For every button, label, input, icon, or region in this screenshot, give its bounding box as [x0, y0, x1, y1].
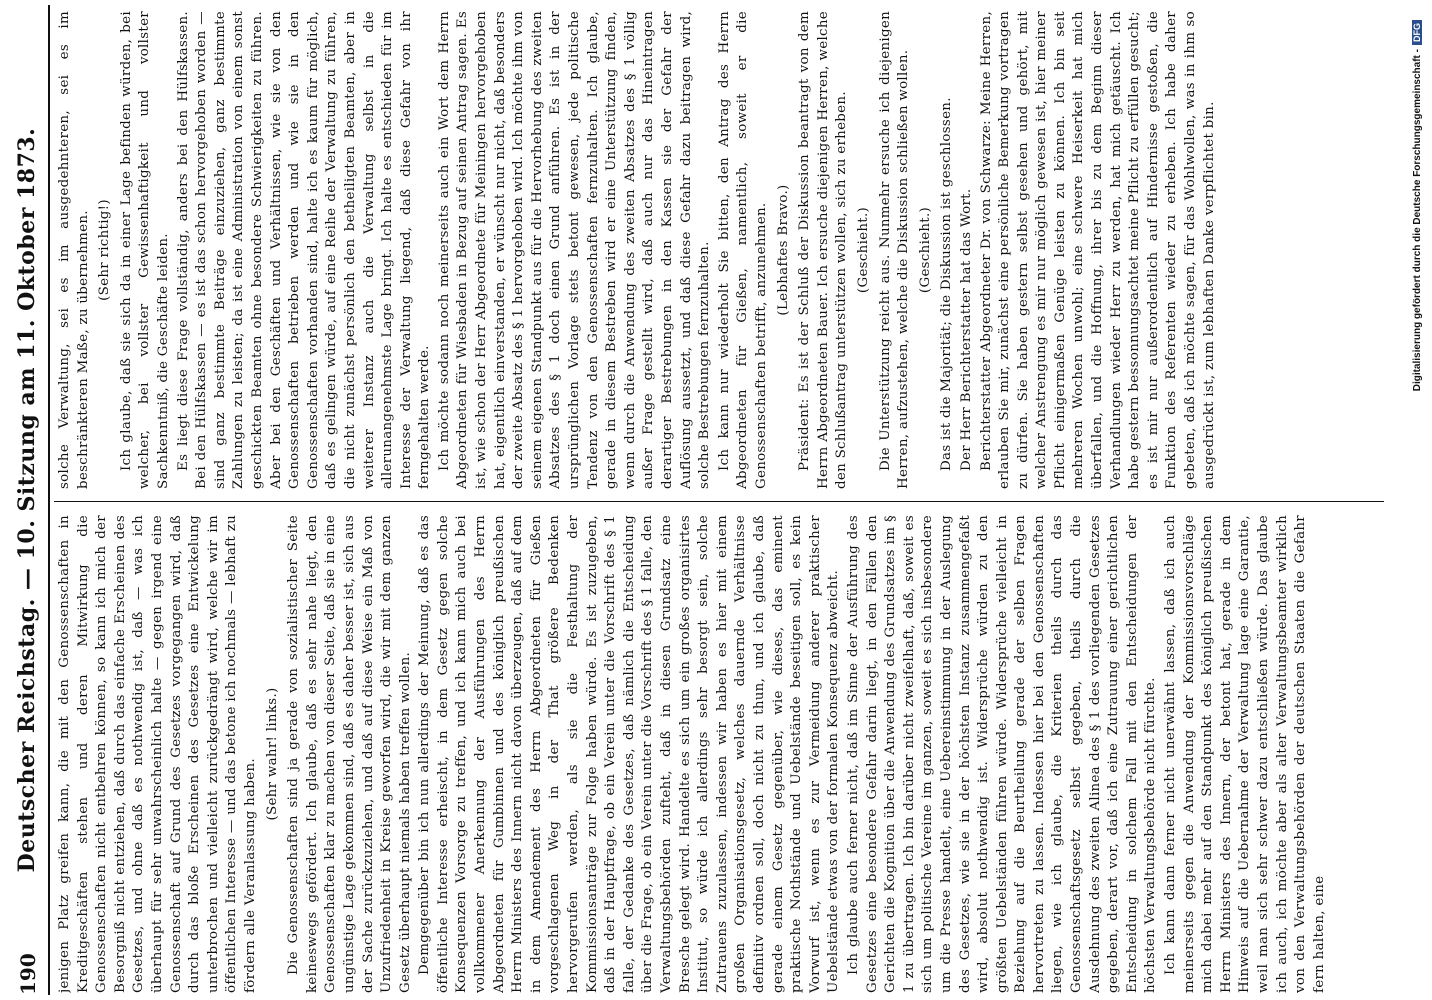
paragraph: Ich kann dann ferner nicht unerwähnt lassen, daß ich auch meinerseits gegen die Anwendung der Kommissionsvorschläge mich dabei mehr auf den Standpunkt des königlich preußischen Herrn Ministers des Innern, der betont hat, gerade in dem Hinweis auf die Uebernahme der Verwaltung lage eine Garantie, weil man sich sehr schwer dazu entschließen würde. Das glaube ich auch, ich möchte aber als alter Verwaltungsbeamter wirklich von den Verwaltungsbehörden der deutschen Staaten die Gefahr fern halten, eine	[1163, 515, 1327, 993]
column-separator	[54, 501, 1384, 502]
paragraph: jenigen Platz greifen kann, die mit den Genossenschaften in Kreditgeschäften stehen und deren Mitwirkung die Genossenschaften nicht entbehren können, so kann ich mich der Besorgniß nicht entziehen, daß durch das einfache Erscheinen des Gesetzes, und ohne daß es nothwendig ist, daß — was ich überhaupt für sehr unwahrscheinlich halte — gegen irgend eine Genossenschaft auf Grund des Gesetzes vorgegangen wird, daß durch das bloße Erscheinen des Gesetzes eine Entwickelung unterbrochen und vielleicht zurückgedrängt wird, welche wir im öffentlichen Interesse — und das betone ich nochmals — lebhaft zu fördern alle Veranlassung haben.	[57, 515, 258, 993]
page-header	[8, 5, 48, 995]
rotated-page-content	[8, 5, 1388, 995]
paragraph: Die Genossenschaften sind ja gerade von sozialistischer Seite keineswegs gefördert. Ich glaube, daß es sehr nahe liegt, den Genossenschaften klar zu machen von dieser Seite, daß sie in eine ungünstige Lage gekommen sind, daß es daher besser ist, sich aus der Sache zurückzuziehen, und daß auf diese Weise ein Maß von Unzufriedenheit in Kreise geworfen wird, die wir mit dem ganzen Gesetz überhaupt niemals haben treffen wollen.	[286, 515, 413, 993]
page-number: 190	[16, 953, 40, 995]
credit-text: Digitalisierung gefördert durch die Deutsche Forschungsgemeinschaft -	[1411, 49, 1423, 392]
paragraph: Ich möchte sodann noch meinerseits auch ein Wort dem Herrn Abgeordneten für Wiesbaden in Bezug auf seinen Antrag sagen. Es ist, wie schon der Herr Abgeordnete für Meiningen hervorgehoben hat, eigentlich einverstanden, er wünscht nur nicht, daß besonders der zweite Absatz des § 1 hervorgehoben wird. Ich möchte ihm von seinem eigenen Standpunkt aus für die Hervorhebung des zweiten Absatzes des § 1 doch einen Grund anführen. Es ist in der ursprünglichen Vorlage stets betont gewesen, jede politische Tendenz von den Genossenschaften fernzuhalten. Ich glaube, gerade in diesem Bestreben wird er eine Unterstützung finden, wenn durch die Anwendung des zweiten Absatzes des § 1 völlig außer Frage gestellt wird, daß auch nur das Hineintragen derartiger Bestrebungen in den Kassen sie der Gefahr der Auflösung aussetzt, und daß diese Gefahr dazu beitragen wird, solche Bestrebungen fernzuhalten.	[436, 11, 713, 489]
running-title: Deutscher Reichstag. — 10. Sitzung am 11. Oktober 1873.	[14, 127, 40, 873]
interjection: (Lebhaftes Bravo.)	[775, 184, 791, 316]
interjection: (Geschieht.)	[855, 206, 871, 294]
header-rule	[48, 5, 50, 995]
interjection: (Geschieht.)	[917, 206, 933, 294]
right-column	[56, 11, 1381, 489]
paragraph: Demgegenüber bin ich nun allerdings der Meinung, daß es das öffentliche Interesse erheischt, in dem Gesetz gegen solche Konsequenzen Vorsorge zu treffen, und ich kann mich auch bei vollkommener Anerkennung der Ausführungen des Herrn Abgeordneten für Gumbinnen und des königlich preußischen Herrn Ministers des Innern nicht davon überzeugen, daß auf dem in dem Amendement des Herrn Abgeordneten für Gießen vorgeschlagenen Weg in der That größere Bedenken hervorgerufen werden, als sie die Festhaltung der Kommissionsanträge zur Folge haben würde. Es ist zuzugeben, daß in der Hauptfrage, ob ein Verein unter die Vorschrift des § 1 falle, der Gedanke des Gesetzes, daß nämlich die Entscheidung über die Frage, ob ein Verein unter die Vorschrift des § 1 falle, den Verwaltungsbehörden zufteht, daß in diesen Grundsatz eine Bresche gelegt wird. Handelte es sich um ein großes organisirtes Institut, so würde ich allerdings sehr besorgt sein, solche Zutrauens zuzulassen, indessen wir haben es hier mit einem großen Organisationsgesetz, welches dauernde Verhältnisse definitiv ordnen soll, doch nicht zu thun, und ich glaube, daß gerade einem Gesetz gegenüber, wie dieses, das eminent praktische Nothstände und Uebelstände beseitigen soll, es kein Vorwurf ist, wenn es zur Vermeidung anderer praktischer Uebelstände etwas von der formalen Konsequenz abweicht.	[417, 515, 842, 993]
rapporteur-speech: Berichterstatter Abgeordneter Dr. von Schwarze: Meine Herren, erlauben Sie mir, zunächst eine persönliche Bemerkung vortragen zu dürfen. Sie haben gestern selbst gesehen und gehört, mit welcher Anstrengung es mir nur möglich gewesen ist, hier meiner Pflicht einigermaßen Genüge leisten zu können. Ich bin seit mehreren Wochen unwohl; eine schwere Heiserkeit hat mich überfallen, und die Hoffnung, ihrer bis zu dem Beginn dieser Verhandlungen wieder Herr zu werden, hat mich getäuscht. Ich habe gestern bessonnungsachtet meine Pflicht zu erfüllen gesucht; es ist mir nur außerordentlich auf Hindernisse gestoßen, die Funktion des Referenten wieder zu erheben. Ich habe daher gebeten, daß ich möchte sagen, für das Wohlwollen, was in ihm so ausgedrückt ist, zum lebhaften Danke verpflichtet bin.	[978, 11, 1217, 489]
paragraph: Das ist die Majorität; die Diskussion ist geschlossen.	[939, 97, 955, 471]
left-column	[56, 515, 1381, 993]
interjection: (Sehr wahr! links.)	[264, 687, 280, 821]
paragraph: Es liegt diese Frage vollständig, anders bei den Hülfskassen. Bei den Hülfskassen — es ist das schon hervorgehoben worden — sind ganz bestimmte Beiträge einzuziehen, ganz bestimmte Zahlungen zu leisten; da ist eine Administration von einem sonst geschickten Beamten ohne besondere Schwierigkeiten zu führen. Aber bei den Geschäften und Verhältnissen, wie sie von den Genossenschaften betrieben werden und wie sie in den Genossenschaften vorhanden sind, halte ich es kaum für möglich, daß es gelingen würde, auf eine Reihe der Verwaltung zu führen, die nicht zunächst persönlich den betheiligten Beamten, aber in weiterer Instanz auch die Verwaltung selbst in die allerunangenehmste Lage bringt. Ich halte es entschieden für im Interesse der Verwaltung liegend, daß diese Gefahr von ihr ferngehalten werde.	[175, 11, 433, 489]
interjection: (Sehr richtig!)	[97, 199, 113, 301]
paragraph: solche Verwaltung, sei es im ausgedehnteren, sei es im beschränkteren Maße, zu übernehmen.	[57, 11, 91, 489]
dfg-logo: DFG	[1412, 20, 1422, 45]
president-speech: Präsident: Es ist der Schluß der Diskussion beantragt von dem Herrn Abgeordneten Bauer. Ich ersuche diejenigen Herren, welche den Schlußantrag unterstützen wollen, sich zu erheben.	[797, 11, 850, 489]
paragraph: Der Herr Berichterstatter hat das Wort.	[958, 188, 974, 471]
paragraph: Ich kann nur wiederholt Sie bitten, den Antrag des Herrn Abgeordneten für Gießen, namentlich, soweit er die Genossenschaften betrifft, anzunehmen.	[716, 11, 769, 489]
paragraph: Die Unterstützung reicht aus. Nunmehr ersuche ich diejenigen Herren, aufzustehen, welche die Diskussion schließen wollen.	[877, 11, 912, 489]
digitization-credit	[1408, 20, 1426, 980]
paragraph: Ich glaube auch ferner nicht, daß im Sinne der Ausführung des Gesetzes eine besondere Gefahr darin liegt, in den Fällen den Gerichten die Kognition über die Anwendung des Grundsatzes im § 1 zu übertragen. Ich bin darüber nicht zweifelhaft, daß, soweit es sich um politische Vereine im ganzen, soweit es sich insbesondere um die Presse handelt, eine Uebereinstimmung in der Auslegung des Gesetzes, wie sie in der höchsten Instanz zusammengefaßt wird, absolut nothwendig ist. Widersprüche würden zu den größten Uebelständen führen würde. Widersprüche vielleicht in Beziehung auf die Beurtheilung gerade der selben Fragen hervortreten zu lassen. Indessen hier bei den Genossenschaften liegen, wie ich glaube, die Kriterien theils durch das Genossenschaftsgesetz selbst gegeben, theils durch die Ausdehnung des zweiten Alinea des § 1 des vorliegenden Gesetzes gegeben, derart vor, daß ich eine Zutrauung einer gerichtlichen Entscheidung in solchem Fall mit den Entscheidungen der höchsten Verwaltungsbehörde nicht fürchte.	[845, 515, 1159, 993]
paragraph: Ich glaube, daß sie sich da in einer Lage befinden würden, bei welcher, bei vollster Gewissenhaftigkeit und vollster Sachkenntniß, die Geschäfte leiden.	[118, 11, 171, 489]
